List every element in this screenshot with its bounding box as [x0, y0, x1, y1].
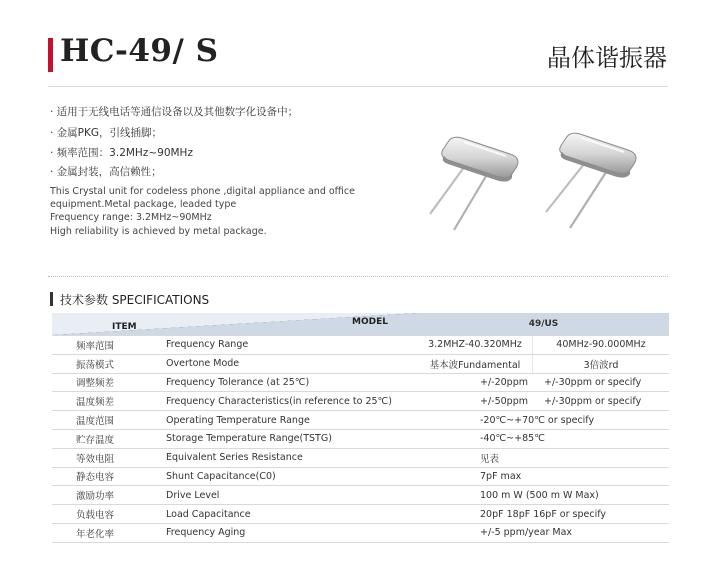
feature-cn-3: · 频率范围：3.2MHz~90MHz [50, 147, 193, 159]
row-label-en: Overtone Mode [166, 354, 418, 373]
row-value: 20pF 18pF 16pF or specify [418, 505, 669, 524]
table-row [52, 429, 669, 448]
row-value-2: 40MHz-90.000MHz [533, 336, 670, 355]
row-value: 7pF max [418, 467, 669, 486]
row-value [418, 373, 669, 392]
row-label-cn: 激励功率 [52, 486, 166, 505]
row-label-en: Frequency Characteristics(in reference to 25℃) [166, 392, 418, 411]
row-label-cn: 温度频差 [52, 392, 166, 411]
table-header-item-model [52, 313, 418, 336]
header-divider [48, 86, 668, 87]
row-value-1: 3.2MHZ-40.320MHz [418, 336, 533, 355]
row-label-en: Frequency Range [166, 336, 418, 355]
row-value: 见表 [418, 448, 669, 467]
row-value [418, 392, 669, 411]
table-row [52, 411, 669, 430]
row-label-cn: 振荡模式 [52, 354, 166, 373]
row-value: +/-5 ppm/year Max [418, 523, 669, 542]
row-label-cn: 贮存温度 [52, 429, 166, 448]
row-value: 100 m W (500 m W Max) [418, 486, 669, 505]
header-model-label: MODEL [352, 317, 388, 327]
row-label-en: Shunt Capacitance(C0) [166, 467, 418, 486]
crystal-image-1 [418, 124, 536, 236]
row-value-1: +/-50ppm [480, 395, 528, 407]
feature-cn-4: · 金属封装，高信赖性； [50, 166, 162, 178]
table-row [52, 448, 669, 467]
feature-cn-2: · 金属PKG，引线插脚； [50, 127, 163, 139]
table-header-row [52, 313, 669, 336]
row-label-en: Storage Temperature Range(TSTG) [166, 429, 418, 448]
crystal-image-2 [538, 124, 656, 236]
title-accent-bar [48, 38, 53, 72]
feature-en-4: High reliability is achieved by metal package. [50, 226, 267, 237]
row-label-cn: 负载电容 [52, 505, 166, 524]
row-label-en: Frequency Tolerance (at 25℃) [166, 373, 418, 392]
spec-heading: 技术参数 SPECIFICATIONS [60, 293, 210, 307]
row-value-1: 基本波Fundamental [418, 354, 533, 373]
row-label-en: Equivalent Series Resistance [166, 448, 418, 467]
table-row [52, 336, 669, 355]
table-row [52, 392, 669, 411]
table-row [52, 373, 669, 392]
table-row [52, 486, 669, 505]
row-value: -20℃~+70℃ or specify [418, 411, 669, 430]
row-label-cn: 静态电容 [52, 467, 166, 486]
product-title: HC-49/ S [60, 33, 219, 69]
feature-cn-1: · 适用于无线电话等通信设备以及其他数字化设备中； [50, 106, 299, 118]
feature-en-3: Frequency range: 3.2MHz~90MHz [50, 212, 212, 223]
row-label-cn: 等效电阻 [52, 448, 166, 467]
row-label-cn: 频率范围 [52, 336, 166, 355]
spec-table [52, 313, 669, 543]
row-label-cn: 年老化率 [52, 523, 166, 542]
table-row [52, 467, 669, 486]
feature-en-1: This Crystal unit for codeless phone ,digital appliance and office [50, 186, 355, 197]
spec-heading-bar [50, 292, 53, 306]
row-value: -40℃~+85℃ [418, 429, 669, 448]
row-value-2: 3倍波rd [533, 354, 670, 373]
table-row [52, 505, 669, 524]
row-label-en: Frequency Aging [166, 523, 418, 542]
row-label-cn: 调整频差 [52, 373, 166, 392]
row-label-en: Operating Temperature Range [166, 411, 418, 430]
table-row [52, 523, 669, 542]
row-value-2: +/-30ppm or specify [544, 376, 642, 388]
header-item-label: ITEM [112, 322, 137, 332]
header-value-label: 49/US [418, 313, 669, 336]
row-value-2: +/-30ppm or specify [544, 395, 642, 407]
row-label-en: Drive Level [166, 486, 418, 505]
row-label-en: Load Capacitance [166, 505, 418, 524]
section-divider [48, 276, 668, 277]
table-row [52, 354, 669, 373]
product-title-cn: 晶体谐振器 [547, 44, 667, 72]
feature-en-2: equipment.Metal package, leaded type [50, 199, 237, 210]
row-label-cn: 温度范围 [52, 411, 166, 430]
row-value-1: +/-20ppm [480, 376, 528, 388]
